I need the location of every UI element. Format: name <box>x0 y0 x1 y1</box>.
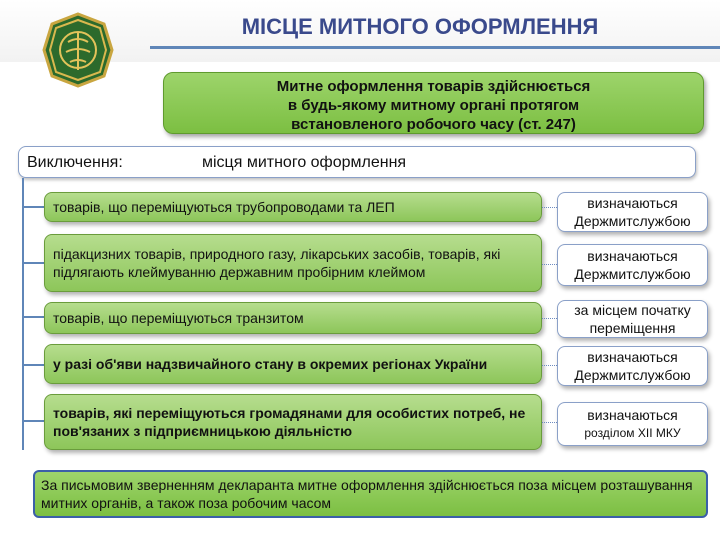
side-note <box>557 244 708 286</box>
side-note-line1: визначаються <box>587 349 678 365</box>
exception-row-text: товарів, що переміщуються транзитом <box>53 310 304 326</box>
exception-row-text: підакцизних товарів, природного газу, лікарських засобів, товарів, які підлягають клеймуванню державним пробірним клеймом <box>53 246 501 280</box>
exception-row-text: товарів, що переміщуються трубопроводами та ЛЕП <box>53 199 395 215</box>
exception-row <box>44 344 542 384</box>
exceptions-bar <box>18 146 696 178</box>
dotted-connector <box>542 365 557 366</box>
exception-row <box>44 234 542 292</box>
dotted-connector <box>542 207 557 208</box>
side-note <box>557 346 708 386</box>
exceptions-label: Виключення: <box>27 154 123 171</box>
main-statement-line1: Митне оформлення товарів здійснюється <box>276 78 591 95</box>
main-statement-line2: в будь-якому митному органі протягом <box>287 97 580 114</box>
side-note-line1: визначаються <box>587 195 678 211</box>
exception-row-text: у разі об'яви надзвичайного стану в окремих регіонах України <box>53 356 488 372</box>
dotted-connector <box>542 422 557 423</box>
footer-note-text: За письмовим зверненням декларанта митне оформлення здійснюється поза місцем розташування митних органів, а також поза робочим часом <box>41 477 693 511</box>
main-statement-box <box>163 72 704 134</box>
connector-vertical <box>22 178 24 450</box>
exceptions-subtitle: місця митного оформлення <box>202 154 407 171</box>
dotted-connector <box>542 318 557 319</box>
main-statement-line3: встановленого робочого часу (ст. 247) <box>291 116 576 133</box>
exception-row <box>44 302 542 334</box>
customs-emblem-icon <box>42 12 114 88</box>
side-note <box>557 402 708 446</box>
side-note-line2: переміщення <box>589 320 676 336</box>
side-note-line1: визначаються <box>587 407 678 423</box>
side-note <box>557 192 708 232</box>
side-note-line2: Держмитслужбою <box>574 266 691 282</box>
exception-row <box>44 192 542 222</box>
exception-row <box>44 394 542 450</box>
side-note-line2: Держмитслужбою <box>574 367 691 383</box>
side-note-line2: Держмитслужбою <box>574 213 691 229</box>
title-underline <box>150 46 720 49</box>
page-title: МІСЦЕ МИТНОГО ОФОРМЛЕННЯ <box>241 14 599 39</box>
side-note-line1: визначаються <box>587 248 678 264</box>
side-note <box>557 300 708 338</box>
side-note-line2: розділом XII МКУ <box>584 426 681 440</box>
footer-note-box <box>33 470 708 518</box>
dotted-connector <box>542 264 557 265</box>
exception-row-text: товарів, які переміщуються громадянами для особистих потреб, не пов'язаних з підприємницькою діяльністю <box>53 405 526 439</box>
side-note-line1: за місцем початку <box>574 302 691 318</box>
